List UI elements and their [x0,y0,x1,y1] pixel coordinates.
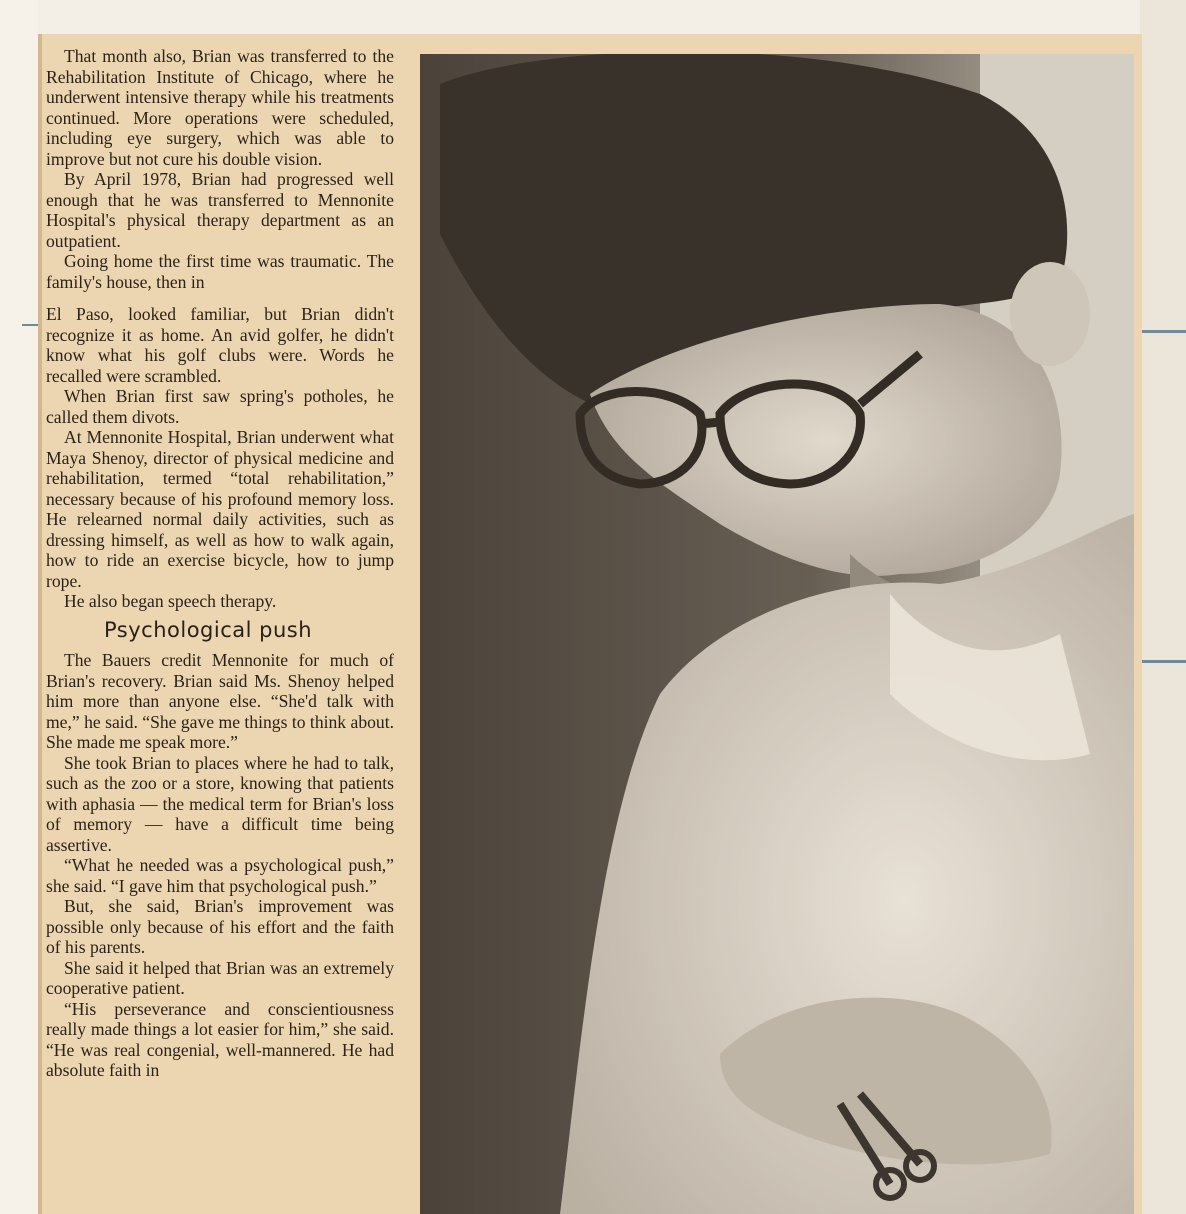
article-paragraph: She took Brian to places where he had to talk, such as the zoo or a store, knowing that patients with aphasia — the medical term for Brian's loss of memory — have a difficult time being assertive. [46,752,394,855]
article-paragraph: By April 1978, Brian had progressed well enough that he was transferred to Mennonite Hospital's physical therapy department as an outpatient. [46,169,394,251]
article-paragraph: He also began speech therapy. [64,591,277,611]
newspaper-clipping [38,34,1142,1214]
article-column [46,46,394,1081]
article-paragraph: “What he needed was a psychological push,” she said. “I gave him that psychological push.” [46,855,394,896]
article-photo [420,54,1134,1214]
article-paragraph: But, she said, Brian's improvement was possible only because of his effort and the faith of his parents. [46,896,394,957]
article-subhead: Psychological push [104,617,313,642]
article-paragraph: “His perseverance and conscientiousness really made things a lot easier for him,” she said. “He was real congenial, well-mannered. He had absolute faith in [46,998,394,1080]
article-paragraph: Going home the first time was traumatic. The family's house, then in [46,251,394,292]
column-break [46,292,394,304]
scanner-background-right [1140,0,1186,1214]
page-rule [1140,330,1186,333]
article-paragraph: She said it helped that Brian was an extremely cooperative patient. [46,957,394,998]
photo-illustration [420,54,1134,1214]
article-paragraph: That month also, Brian was transferred to the Rehabilitation Institute of Chicago, where he underwent intensive therapy while his treatments continued. More operations were scheduled, including eye surgery, which was able to improve but not cure his double vision. [46,46,394,169]
article-paragraph: El Paso, looked familiar, but Brian didn't recognize it as home. An avid golfer, he didn't know what his golf clubs were. Words he recalled were scrambled. [46,304,394,386]
article-paragraph: At Mennonite Hospital, Brian underwent what Maya Shenoy, director of physical medicine and rehabilitation, termed “total rehabilitation,” necessary because of his profound memory loss. He relearned normal daily activities, such as dressing himself, as well as how to walk again, how to ride an exercise bicycle, how to jump rope. [46,427,394,591]
scanner-background-left [0,0,38,1214]
article-paragraph: The Bauers credit Mennonite for much of Brian's recovery. Brian said Ms. Shenoy helped him more than anyone else. “She'd talk with me,” he said. “She gave me things to think about. She made me speak more.” [46,650,394,752]
article-paragraph: When Brian first saw spring's potholes, he called them divots. [46,386,394,427]
page-rule [1140,660,1186,663]
